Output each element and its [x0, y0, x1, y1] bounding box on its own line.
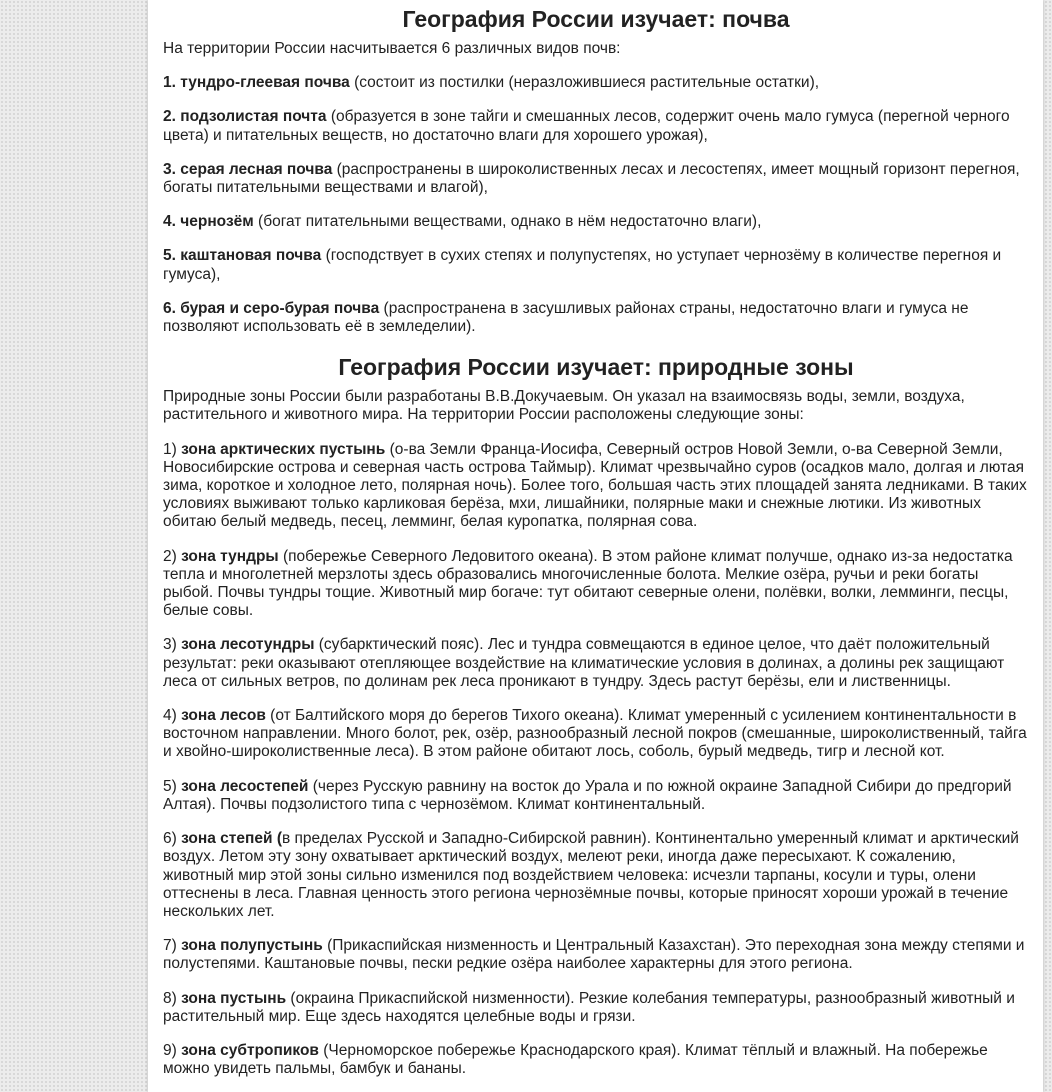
soil-intro: На территории России насчитывается 6 различных видов почв: [163, 40, 621, 57]
soil-item-desc: (распространены в широколиственных лесах и лесостепях, имеет мощный горизонт перегноя, богаты питательными веществами и влагой), [163, 160, 1020, 197]
zone-item [163, 441, 1029, 532]
soil-item [163, 300, 1029, 336]
zone-item-desc: (о-ва Земли Франца-Иосифа, Северный остров Новой Земли, о-ва Северной Земли, Новосибирские острова и северная часть острова Таймыр). Климат чрезвычайно суров (осадков мало, долгая и лютая зима, короткое и холодное лето, полярная ночь). Более того, большая часть этих площадей занята ледниками. В таких условиях выживают только карликовая берёза, мхи, лишайники, полярные маки и снежные лютики. Из животных обитаю белый медведь, песец, лемминг, белая куропатка, полярная сова. [163, 440, 1027, 531]
zone-item-num: 5) [163, 777, 182, 795]
zone-item-desc: (Черноморское побережье Краснодарского края). Климат тёплый и влажный. На побережье можно увидеть пальмы, бамбук и бананы. [163, 1041, 988, 1078]
zone-item-num: 6) [163, 830, 182, 848]
zone-item-num: 1) [163, 440, 182, 458]
zones-heading: География России изучает: природные зоны [338, 354, 854, 381]
zone-item-num: 3) [163, 636, 182, 654]
zone-item-desc: (окраина Прикаспийской низменности). Резкие колебания температуры, разнообразный животный и растительный мир. Еще здесь находятся целебные воды и грязи. [163, 989, 1015, 1025]
soil-item-title: 6. бурая и серо-бурая почва [163, 299, 380, 317]
zone-item-title: зона степей ( [181, 830, 282, 848]
soil-item-title: 4. чернозём [163, 213, 254, 231]
zone-item-num: 2) [163, 547, 182, 565]
soil-item-title: 2. подзолистая почта [163, 108, 327, 126]
zone-item [163, 778, 1029, 814]
soil-item [163, 74, 1029, 92]
soil-item [163, 161, 1029, 197]
zone-item [163, 990, 1029, 1026]
zone-item-title: зона тундры [181, 547, 279, 565]
zone-item-num: 7) [163, 937, 182, 955]
zone-item [163, 548, 1029, 621]
zone-item-desc: (от Балтийского моря до берегов Тихого океана). Климат умеренный с усилением континентальности в восточном направлении. Много болот, рек, озёр, разнообразный лесной покров (смешанные, широколиственный, тайга и хвойно-широколиственные леса). В этом районе обитают лось, соболь, бурый медведь, тигр и лесной кот. [163, 707, 1027, 761]
zones-intro: Природные зоны России были разработаны В.В.Докучаевым. Он указал на взаимосвязь воды, земли, воздуха, растительного и животного мира. На территории России расположены следующие зоны: [163, 388, 965, 424]
zone-item-title: зона лесостепей [181, 777, 309, 795]
zone-item-title: зона полупустынь [181, 937, 323, 955]
zone-item-title: зона лесов [181, 707, 266, 725]
soil-heading: География России изучает: почва [402, 6, 790, 32]
soil-item-desc: (распространена в засушливых районах страны, недостаточно влаги и гумуса не позволяют использовать её в земледелии). [163, 299, 969, 336]
zone-item-title: зона лесотундры [181, 636, 315, 654]
zone-item-title: зона субтропиков [181, 1041, 319, 1059]
soil-item [163, 108, 1029, 144]
zone-item [163, 937, 1029, 973]
soil-item [163, 247, 1029, 283]
zone-item [163, 830, 1029, 921]
zone-item-title: зона пустынь [181, 989, 287, 1007]
zone-item-desc: (побережье Северного Ледовитого океана). В этом районе климат получше, однако из-за недостатка тепла и многолетней мерзлоты здесь образовались многочисленные болота. Мелкие озёра, ручьи и реки богаты рыбой. Почвы тундры тощие. Животный мир богаче: тут обитают северные олени, полёвки, волки, лемминги, песцы, белые совы. [163, 547, 1013, 620]
soil-item-desc: (образуется в зоне тайги и смешанных лесов, содержит очень мало гумуса (перегной черного цвета) и питательных веществ, но достаточно влаги для хорошего урожая), [163, 108, 1010, 144]
zone-item-desc: (Прикаспийская низменность и Центральный Казахстан). Это переходная зона между степями и полустепями. Каштановые почвы, пески редкие озёра наиболее характерны для этого региона. [163, 937, 1025, 973]
article-page [148, 0, 1043, 1092]
soil-item-desc: (состоит из постилки (неразложившиеся растительные остатки), [349, 74, 820, 92]
soil-item-desc: (богат питательными веществами, однако в нём недостаточно влаги), [253, 213, 762, 231]
soil-item-title: 3. серая лесная почва [163, 160, 333, 178]
soil-item [163, 213, 1029, 231]
zone-item [163, 707, 1029, 762]
zone-item-num: 9) [163, 1041, 182, 1059]
zone-item-title: зона арктических пустынь [181, 440, 386, 458]
soil-item-title: 5. каштановая почва [163, 247, 322, 265]
zone-item-desc: (субарктический пояс). Лес и тундра совмещаются в единое целое, что даёт положительный результат: реки оказывают отепляющее воздействие на климатические условия в долинах, а долины рек защищают леса от сильных ветров, по долинам рек леса проникают в тундру. Здесь растут берёзы, ели и лиственницы. [163, 636, 1005, 690]
zone-item [163, 636, 1029, 691]
zone-item-desc: в пределах Русской и Западно-Сибирской равнин). Континентально умеренный климат и арктический воздух. Летом эту зону охватывает арктический воздух, мелеют реки, иногда даже пересыхают. К сожалению, животный мир этой зоны сильно изменился под воздействием человека: исчезли тарпаны, косули и туры, олени оттеснены в леса. Главная ценность этого региона чернозёмные почвы, которые приносят хороши урожай в течение нескольких лет. [163, 830, 1019, 920]
zone-item [163, 1042, 1029, 1078]
soil-item-title: 1. тундро-глеевая почва [163, 74, 350, 92]
soil-item-desc: (господствует в сухих степях и полупустепях, но уступает чернозёму в количестве перегноя и гумуса), [163, 247, 1002, 283]
zone-item-desc: (через Русскую равнину на восток до Урала и по южной окраине Западной Сибири до предгорий Алтая). Почвы подзолистого типа с чернозёмом. Климат континентальный. [163, 777, 1012, 813]
zone-item-num: 8) [163, 989, 182, 1007]
zone-item-num: 4) [163, 707, 182, 725]
